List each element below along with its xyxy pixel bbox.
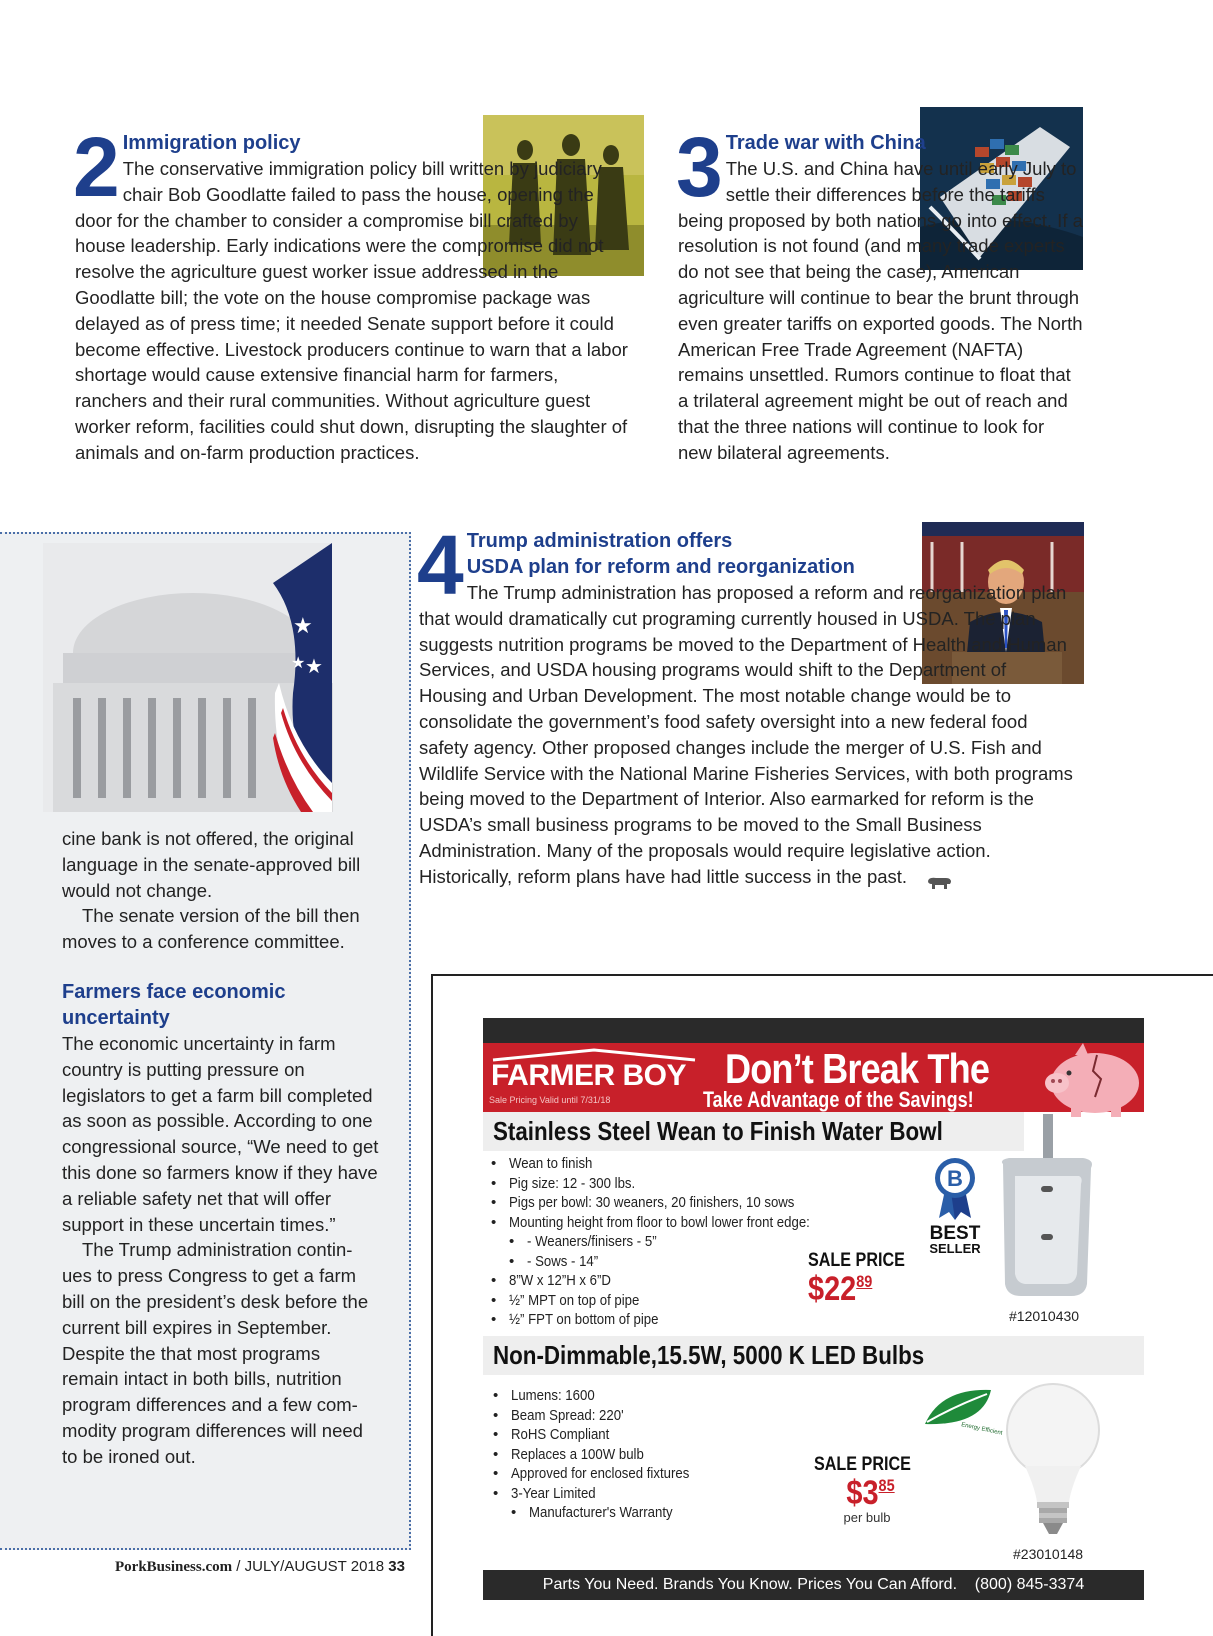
- feature-item: [493, 1445, 714, 1465]
- product-sku: #23010148: [1013, 1546, 1084, 1562]
- farmer-boy-ad[interactable]: [483, 1018, 1144, 1566]
- feature-subitem: [491, 1252, 851, 1272]
- feature-item: [491, 1271, 851, 1291]
- sale-price-label: SALE PRICE: [814, 1454, 911, 1475]
- water-bowl-image: [991, 1114, 1101, 1304]
- price-cents: 85: [878, 1476, 895, 1495]
- brand-logo: FARMER BOY: [491, 1059, 687, 1092]
- feature-item: [491, 1154, 851, 1174]
- section-heading: Trade war with China: [725, 132, 926, 154]
- promo-subheadline: Take Advantage of the Savings!: [703, 1087, 974, 1112]
- feature-text: Replaces a 100W bulb: [511, 1445, 644, 1463]
- badge-line: BEST: [929, 1223, 981, 1244]
- section-heading-line: USDA plan for reform and reorganization: [466, 556, 855, 578]
- section-number: 4: [417, 518, 461, 612]
- sale-price-block: [808, 1250, 922, 1306]
- feature-item: [493, 1406, 714, 1426]
- price-dollars: $3: [846, 1474, 879, 1512]
- feature-text: - Weaners/finisers - 5”: [527, 1233, 657, 1250]
- led-bulb-image: [1003, 1378, 1103, 1538]
- leaf-text: Energy Efficient: [960, 1422, 1003, 1437]
- page-footer: [115, 1558, 405, 1576]
- sidebar-paragraph: cine bank is not offered, the original language in the senate-approved bill would not change.: [62, 828, 361, 901]
- feature-text: Lumens: 1600: [511, 1387, 595, 1404]
- svg-text:★: ★: [293, 614, 313, 639]
- sidebar-paragraph: The senate version of the bill then moves to a conference committee.: [62, 905, 360, 953]
- sidebar-heading-line: Farmers face economic: [62, 980, 286, 1003]
- feature-item: [493, 1425, 714, 1445]
- sidebar-text: [62, 826, 380, 1470]
- piggy-bank-icon: [1035, 1041, 1145, 1119]
- section-number: 2: [73, 120, 117, 214]
- feature-text: 8”W x 12”H x 6”D: [509, 1272, 611, 1289]
- feature-text: ½” FPT on bottom of pipe: [509, 1311, 659, 1328]
- feature-subitem: [493, 1503, 714, 1523]
- feature-text: 3-Year Limited: [511, 1484, 596, 1502]
- sale-price: [828, 1476, 913, 1510]
- product-led-bulb[interactable]: [483, 1336, 1144, 1566]
- section-heading: [419, 528, 1074, 580]
- feature-item: [491, 1291, 851, 1311]
- product-title-text: Stainless Steel Wean to Finish Water Bowl: [493, 1116, 943, 1146]
- badge-line: SELLER: [929, 1241, 981, 1256]
- product-water-bowl[interactable]: [483, 1112, 1144, 1352]
- sidebar-heading-line: uncertainty: [62, 1006, 170, 1029]
- product-title: [483, 1336, 1144, 1375]
- section-body: [419, 580, 1074, 890]
- feature-text: Pig size: 12 - 300 lbs.: [509, 1174, 636, 1192]
- product-features: [493, 1386, 714, 1523]
- footer-separator: /: [232, 1558, 245, 1575]
- product-title: [483, 1112, 1024, 1151]
- section-3: [676, 120, 1083, 466]
- feature-text: Mounting height from floor to bowl lower front edge:: [509, 1213, 810, 1231]
- section-heading: Immigration policy: [122, 132, 301, 154]
- footer-year: 2018: [346, 1558, 389, 1575]
- section-body: The U.S. and China have until early July to settle their differences before the tariffs being proposed by both nations go into effect. If a resolution is not found (and many trade experts do not see that being the case), American agriculture will continue to bear the brunt through even greater tariffs on exported goods. The North American Free Trade Agreement (NAFTA) remains unsettled. Rumors continue to float that a trilateral agreement might be out of reach and that the three nations will continue to look for new bilateral agreements.: [678, 158, 1083, 463]
- section-4: [417, 518, 1074, 890]
- sale-price-block: [814, 1454, 928, 1525]
- footer-issue: JULY/AUGUST: [244, 1558, 347, 1575]
- sidebar-heading: [62, 979, 380, 1031]
- section-body: The conservative immigration policy bill written by judiciary chair Bob Goodlatte failed to pass the house, opening the door for the chamber to consider a compromise bill crafted by house leadership. Early indications were the compromise did not resolve the agriculture guest worker issue addressed in the Goodlatte bill; the vote on the house compromise package was delayed as of press time; it needed Senate support before it could become effective. Livestock producers continue to warn that a labor shortage would cause extensive financial harm for farmers, ranchers and their rural communities. Without agriculture guest worker reform, facilities could shut down, disrupting the slaughter of animals and on-farm production practices.: [75, 158, 628, 463]
- page-number: 33: [388, 1558, 405, 1575]
- ad-tagline: Parts You Need. Brands You Know. Prices You Can Afford.: [542, 1576, 958, 1593]
- price-cents: 89: [856, 1272, 873, 1291]
- feature-text: Manufacturer's Warranty: [529, 1504, 673, 1521]
- section-body-text: The Trump administration has proposed a reform and reorganization plan that would dramatically cut programing currently housed in USDA. The plan suggests nutrition programs be moved to the Department of Health and Human Services, and USDA housing programs would shift to the Department of Housing and Urban Development. The most notable change would be to consolidate the government’s food safety oversight into a new federal food safety agency. Other proposed changes include the merger of U.S. Fish and Wildlife Service with the National Marine Fisheries Services, with both programs being moved to the Department of Interior. Also earmarked for reform is the USDA’s small business programs to be moved to the Small Business Administration. Many of the proposals would require legislative action. Historically, reform plans have had little success in the past.: [419, 582, 1073, 887]
- feature-item: [493, 1464, 714, 1484]
- feature-item: [491, 1174, 851, 1194]
- ad-top-bar: [483, 1018, 1144, 1043]
- sale-price-label: SALE PRICE: [808, 1250, 905, 1271]
- ad-phone[interactable]: (800) 845-3374: [974, 1576, 1085, 1593]
- energy-efficient-leaf-icon: [921, 1386, 1003, 1437]
- sidebar-paragraph: The economic uncertainty in farm country is putting pressure on legislators to get a farm bill completed as soon as possible. According to one congressional source, “We need to get this done so farmers know if they have a reliable safety net that will offer support in these uncertain times.”: [62, 1032, 379, 1235]
- section-number: 3: [676, 120, 720, 214]
- feature-text: Wean to finish: [509, 1155, 593, 1172]
- product-features: [491, 1154, 851, 1330]
- svg-text:★: ★: [305, 654, 323, 678]
- price-unit: per bulb: [843, 1510, 891, 1525]
- product-sku: #12010430: [1009, 1308, 1080, 1324]
- best-seller-badge: [923, 1156, 987, 1255]
- capitol-flag-photo: [43, 543, 332, 812]
- ad-banner: [483, 1043, 1144, 1112]
- feature-text: RoHS Compliant: [511, 1426, 610, 1443]
- feature-text: Pigs per bowl: 30 weaners, 20 finishers, 10 sows: [509, 1194, 795, 1211]
- sale-valid-text: Sale Pricing Valid until 7/31/18: [489, 1095, 611, 1105]
- price-dollars: $22: [808, 1270, 857, 1308]
- section-heading-line: Trump administration offers: [466, 530, 733, 552]
- svg-text:★: ★: [291, 653, 306, 672]
- feature-item: [493, 1386, 714, 1406]
- feature-item: [491, 1310, 851, 1330]
- footer-site: PorkBusiness.com: [115, 1559, 233, 1575]
- sidebar-paragraph: The Trump administration contin-ues to press Congress to get a farm bill on the president’s desk before the current bill expires in September. Despite the that most programs remain intact in both bills, nutrition program differences and a few com-modity program differences will need to be ironed out.: [62, 1239, 369, 1467]
- feature-text: Beam Spread: 220': [511, 1406, 624, 1424]
- feature-item: [491, 1213, 851, 1233]
- feature-subitem: [491, 1232, 851, 1252]
- feature-item: [493, 1484, 714, 1504]
- product-title-text: Non-Dimmable,15.5W, 5000 K LED Bulbs: [493, 1340, 925, 1370]
- feature-text: - Sows - 14”: [527, 1252, 599, 1270]
- ribbon-icon: [931, 1156, 979, 1220]
- badge-letter: B: [947, 1166, 963, 1191]
- ad-bottom-bar: [483, 1570, 1144, 1600]
- feature-item: [491, 1193, 851, 1213]
- promo-headline: Don’t Break The: [725, 1045, 990, 1092]
- feature-text: ½” MPT on top of pipe: [509, 1291, 640, 1309]
- feature-text: Approved for enclosed fixtures: [511, 1465, 690, 1482]
- sale-price: [808, 1272, 905, 1306]
- pig-end-icon: [926, 871, 952, 885]
- section-2: [73, 120, 630, 466]
